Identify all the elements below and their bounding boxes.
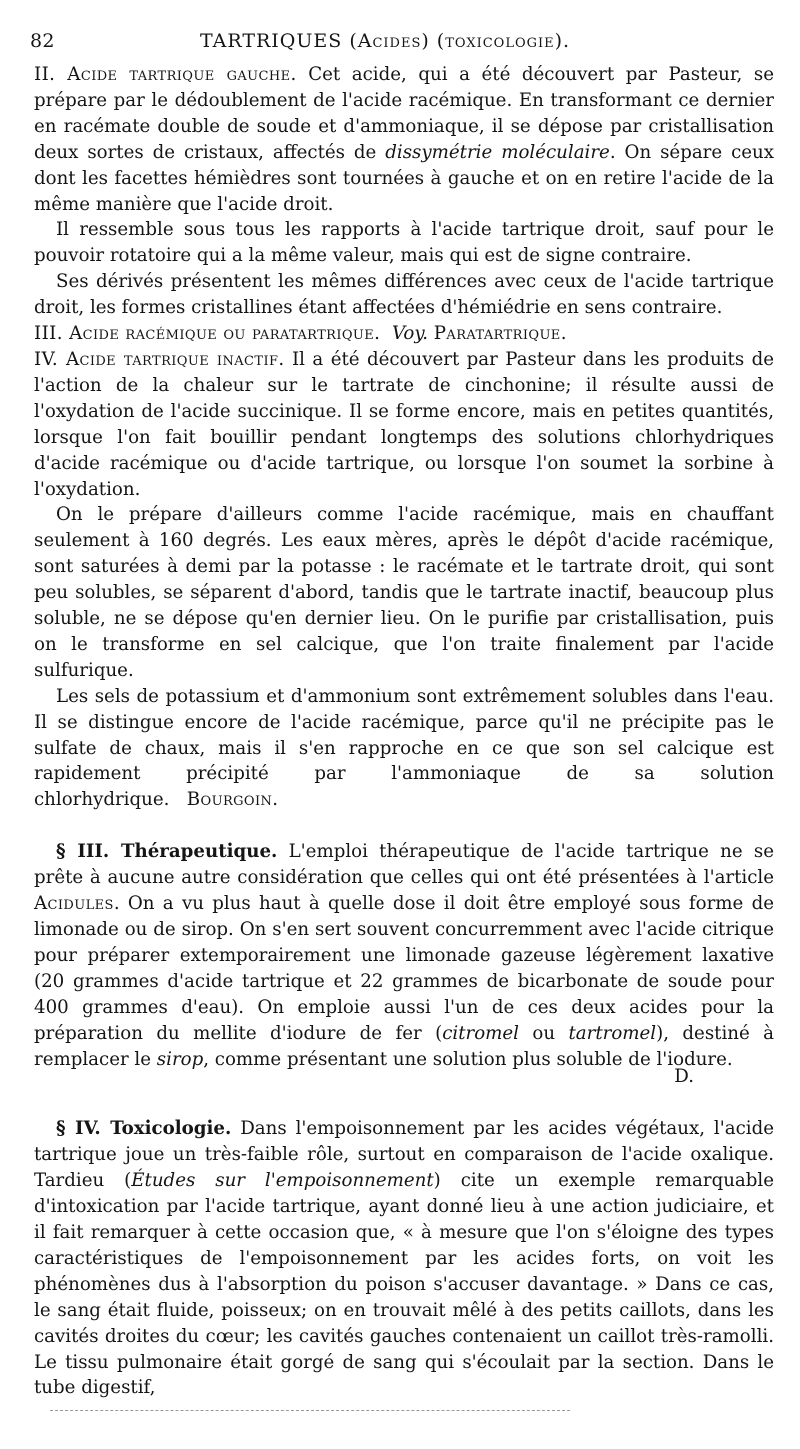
section-label: II. Acide tartrique gauche.: [34, 64, 297, 85]
paragraph-acide-inactif: IV. Acide tartrique inactif. Il a été découvert par Pasteur dans les produits de l'action de la chaleur sur le tartrate de cinchonine; il résulte aussi de l'oxydation de l'acide succinique. Il se forme encore, mais en petites quantités, lorsque l'on fait bouillir pendant longtemps des solutions chlorhydriques d'acide racémique ou d'acide tartrique, ou lorsque l'on soumet la sorbine à l'oxydation.: [34, 348, 774, 500]
page-number: 82: [30, 30, 55, 52]
cross-reference: Acidules: [34, 893, 114, 915]
paragraph-acide-gauche: II. Acide tartrique gauche. Cet acide, qui a été découvert par Pasteur, se prépare par le dédoublement de l'acide racémique. En transformant ce dernier en racémate double de soude et d'ammoniaque, il se dépose par cristallisation deux sortes de cristaux, affectés de dissymétrie moléculaire. On sépare ceux dont les facettes hémièdres sont tournées à gauche et on en retire l'acide de la même manière que l'acide droit.: [34, 64, 774, 215]
author-signature: Bourgoin.: [186, 789, 279, 811]
paragraph: On le prépare d'ailleurs comme l'acide racémique, mais en chauffant seulement à 160 degrés. Les eaux mères, après le dépôt d'acide racémique, sont saturées à demi par la potasse : le racémate et le tartrate droit, qui sont peu solubles, se séparent d'abord, tandis que le tartrate inactif, beaucoup plus soluble, ne se dépose qu'en dernier lieu. On le purifie par cristallisation, puis on le transforme en sel calcique, que l'on traite finalement par l'acide sulfurique.: [34, 504, 774, 681]
section-heading: § III. Thérapeutique.: [56, 841, 278, 863]
paragraph-acide-racemique: III. Acide racémique ou paratartrique. Voy. Paratartrique.: [34, 323, 567, 345]
cross-reference: Paratartrique.: [433, 323, 567, 345]
paragraph: Ses dérivés présentent les mêmes différences avec ceux de l'acide tartrique droit, les formes cristallines étant affectées d'hémiédrie en sens contraire.: [34, 271, 774, 319]
author-signature: D.: [674, 1066, 694, 1088]
section-label: IV. Acide tartrique inactif.: [34, 348, 285, 370]
footer-rule: [50, 1410, 570, 1411]
paragraph: Les sels de potassium et d'ammonium sont extrêmement solubles dans l'eau. Il se distingue encore de l'acide racémique, parce qu'il ne précipite pas le sulfate de chaux, mais il s'en rapproche en ce que son sel calcique est rapidement précipité par l'ammoniaque de sa solution chlorhydrique. Bourgoin.: [34, 685, 774, 811]
section-gap: [34, 1090, 774, 1116]
paragraph: Il ressemble sous tous les rapports à l'acide tartrique droit, sauf pour le pouvoir rotatoire qui a la même valeur, mais qui est de signe contraire.: [34, 219, 774, 267]
body-text: [34, 62, 774, 1401]
running-title: TARTRIQUES (Acides) (toxicologie).: [200, 30, 571, 52]
paragraph-therapeutique: § III. Thérapeutique. L'emploi thérapeutique de l'acide tartrique ne se prête à aucune autre considération que celles qui ont été présentées à l'article Acidules. On a vu plus haut à quelle dose il doit être employé sous forme de limonade ou de sirop. On s'en sert souvent concurremment avec l'acide citrique pour préparer extemporairement une limonade gazeuse légèrement laxative (20 grammes d'acide tartrique et 22 grammes de bicarbonate de soude pour 400 grammes d'eau). On emploie aussi l'un de ces deux acides pour la préparation du mellite d'iodure de fer (citromel ou tartromel), destiné à remplacer le sirop, comme présentant une solution plus soluble de l'iodure.: [34, 841, 775, 1070]
running-header: [30, 30, 760, 58]
section-heading: § IV. Toxicologie.: [56, 1118, 232, 1140]
section-label: III. Acide racémique ou paratartrique.: [34, 323, 381, 345]
section-gap: [34, 813, 774, 839]
paragraph-toxicologie: § IV. Toxicologie. Dans l'empoisonnement par les acides végétaux, l'acide tartrique joue un très-faible rôle, surtout en comparaison de l'acide oxalique. Tardieu (Études sur l'empoisonnement) cite un exemple remarquable d'intoxication par l'acide tartrique, ayant donné lieu à une action judiciaire, et il fait remarquer à cette occasion que, « à mesure que l'on s'éloigne des types caractéristiques de l'empoisonnement par les acides forts, on voit les phénomènes dus à l'absorption du poison s'accuser davantage. » Dans ce cas, le sang était fluide, poisseux; on en trouvait mêlé à des petits caillots, dans les cavités droites du cœur; les cavités gauches contenaient un caillot très-ramolli. Le tissu pulmonaire était gorgé de sang qui s'écoulait par la section. Dans le tube digestif,: [34, 1118, 774, 1399]
